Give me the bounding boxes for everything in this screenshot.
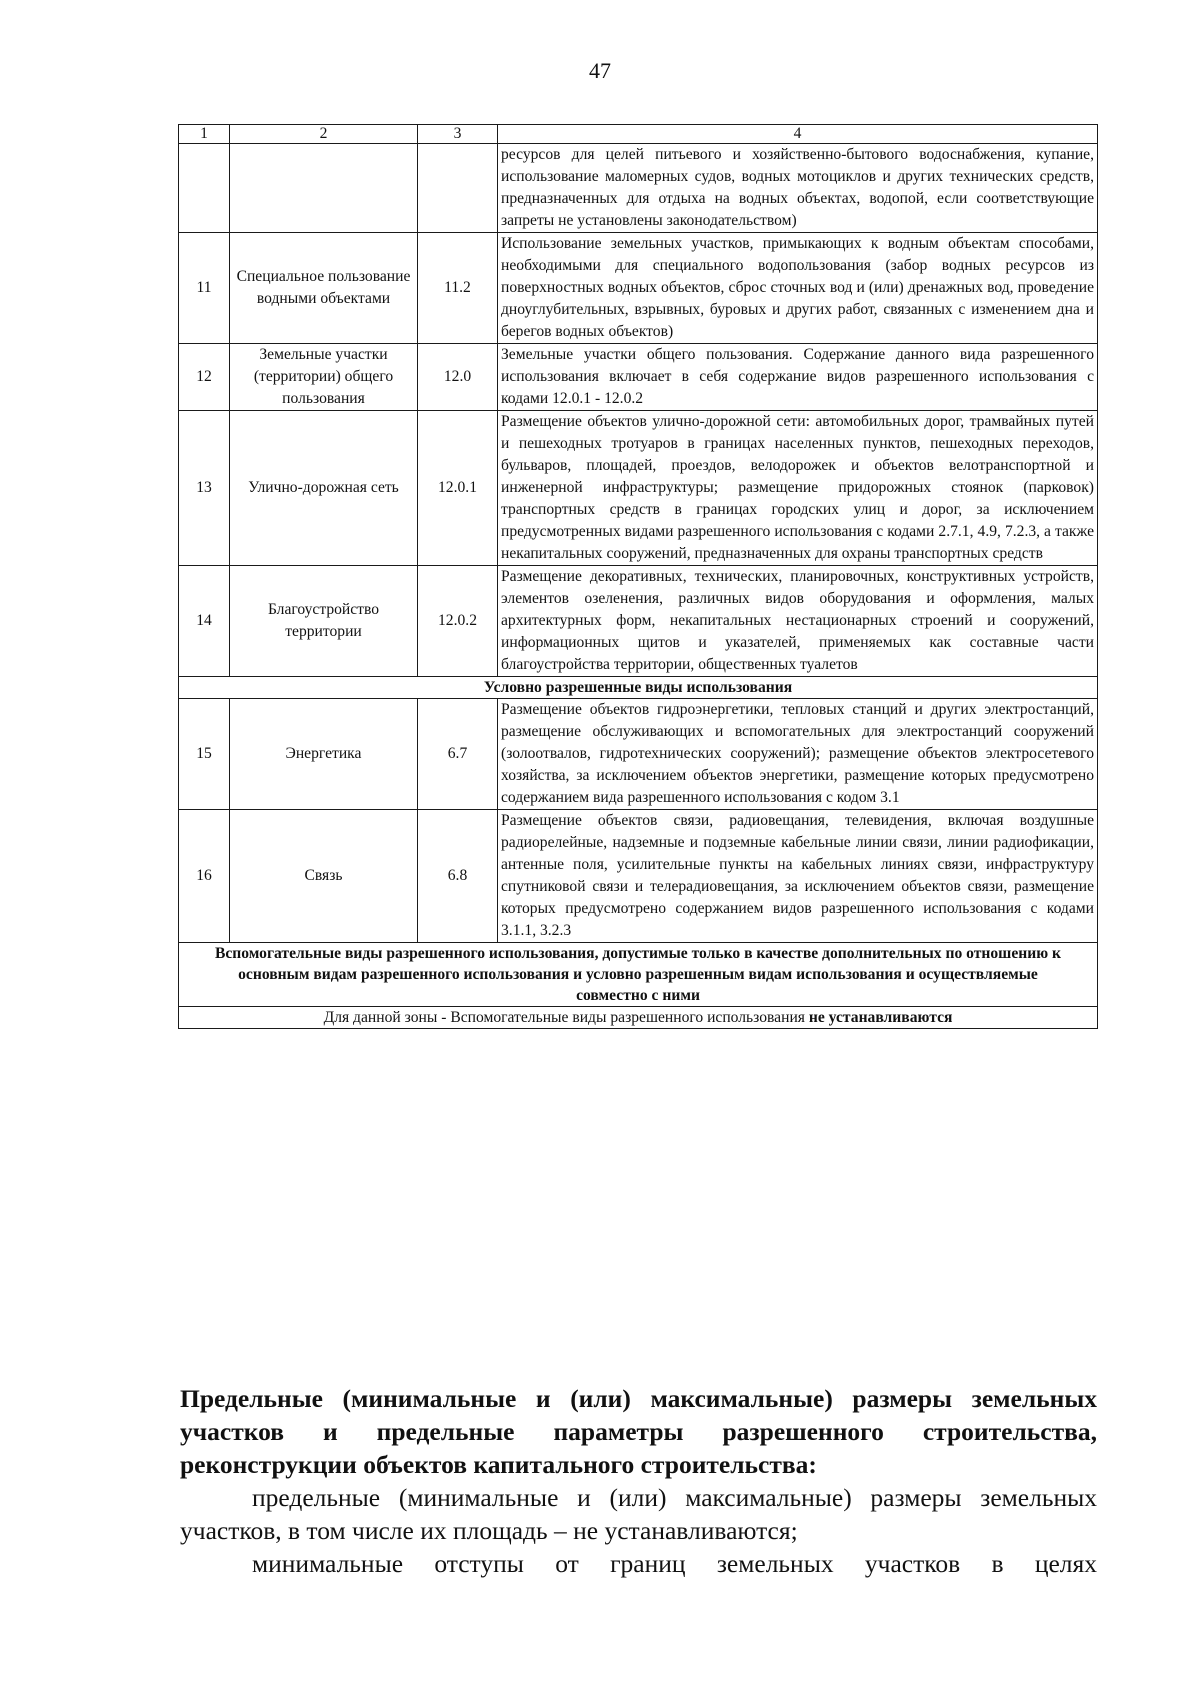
row-description: Земельные участки общего пользования. Содержание данного вида разрешенного использования включает в себя содержание видов разрешенного использования с кодами 12.0.1 - 12.0.2: [498, 344, 1098, 411]
table-row: [179, 144, 1098, 233]
row-number: 16: [179, 810, 230, 943]
row-description: Размещение объектов гидроэнергетики, тепловых станций и других электростанций, размещение обслуживающих и вспомогательных для электростанций сооружений (золоотвалов, гидротехнических сооружений); размещение объектов электросетевого хозяйства, за исключением объектов энергетики, размещение которых предусмотрено содержанием вида разрешенного использования с кодом 3.1: [498, 699, 1098, 810]
table-row: [179, 699, 1098, 810]
row-description: ресурсов для целей питьевого и хозяйственно-бытового водоснабжения, купание, использование маломерных судов, водных мотоциклов и других технических средств, предназначенных для отдыха на водных объектах, водопой, если соответствующие запреты не установлены законодательством): [498, 144, 1098, 233]
table-row: [179, 233, 1098, 344]
row-code: 6.8: [418, 810, 498, 943]
row-number: 11: [179, 233, 230, 344]
row-code: 6.7: [418, 699, 498, 810]
row-description: Размещение объектов улично-дорожной сети: автомобильных дорог, трамвайных путей и пешеходных тротуаров в границах населенных пунктов, пешеходных переходов, бульваров, площадей, проездов, велодорожек и объектов велотранспортной и инженерной инфраструктуры; размещение придорожных стоянок (парковок) транспортных средств в границах городских улиц и дорог, за исключением предусмотренных видами разрешенного использования с кодами 2.7.1, 4.9, 7.2.3, а также некапитальных сооружений, предназначенных для охраны транспортных средств: [498, 411, 1098, 566]
paragraph: минимальные отступы от границ земельных участков в целях: [252, 1549, 1097, 1578]
row-description: Использование земельных участков, примыкающих к водным объектам способами, необходимыми для специального водопользования (забор водных ресурсов из поверхностных водных объектов, сброс сточных вод и (или) дренажных вод, проведение дноуглубительных, взрывных, буровых и других работ, связанных с изменением дна и берегов водных объектов): [498, 233, 1098, 344]
auxiliary-note: [179, 1007, 1098, 1029]
row-number: 14: [179, 566, 230, 677]
column-header: 4: [498, 125, 1098, 144]
section-row: [179, 943, 1098, 1007]
row-name: Энергетика: [230, 699, 418, 810]
section-heading: Предельные (минимальные и (или) максимальные) размеры земельных участков и предельные параметры разрешенного строительства, реконструкции объектов капитального строительства:: [180, 1384, 1097, 1479]
column-header: 2: [230, 125, 418, 144]
column-header: 3: [418, 125, 498, 144]
row-description: Размещение объектов связи, радиовещания, телевидения, включая воздушные радиорелейные, надземные и подземные кабельные линии связи, линии радиофикации, антенные поля, усилительные пункты на кабельных линиях связи, инфраструктуру спутниковой связи и телерадиовещания, за исключением объектов связи, размещение которых предусмотрено содержанием видов разрешенного использования с кодами 3.1.1, 3.2.3: [498, 810, 1098, 943]
row-name: Благоустройство территории: [230, 566, 418, 677]
row-name: Улично-дорожная сеть: [230, 411, 418, 566]
table-row: [179, 344, 1098, 411]
row-code-cell: [418, 144, 498, 233]
column-header: 1: [179, 125, 230, 144]
row-code: 12.0: [418, 344, 498, 411]
row-code: 12.0.2: [418, 566, 498, 677]
land-use-table: [178, 124, 1098, 1029]
section-auxiliary-heading: Вспомогательные виды разрешенного использования, допустимые только в качестве дополнительных по отношению к основным видам разрешенного использования и условно разрешенным видам использования и осуществляемые совместно с ними: [179, 943, 1098, 1007]
row-number: 15: [179, 699, 230, 810]
row-description: Размещение декоративных, технических, планировочных, конструктивных устройств, элементов озеленения, различных видов оборудования и оформления, малых архитектурных форм, некапитальных нестационарных строений и сооружений, информационных щитов и указателей, применяемых как составные части благоустройства территории, общественных туалетов: [498, 566, 1098, 677]
table-header-row: [179, 125, 1098, 144]
table-row: [179, 566, 1098, 677]
page-number: 47: [589, 58, 611, 83]
row-code: 11.2: [418, 233, 498, 344]
paragraph: предельные (минимальные и (или) максимальные) размеры земельных участков, в том числе их площадь – не устанавливаются;: [180, 1483, 1097, 1545]
row-name: Специальное пользование водными объектами: [230, 233, 418, 344]
row-number-cell: [179, 144, 230, 233]
note-text: Для данной зоны - Вспомогательные виды разрешенного использования: [323, 1009, 805, 1026]
row-name: Земельные участки (территории) общего пользования: [230, 344, 418, 411]
section-row: [179, 677, 1098, 699]
row-number: 13: [179, 411, 230, 566]
note-emphasis: не устанавливаются: [808, 1009, 953, 1026]
row-name-cell: [230, 144, 418, 233]
table-row: [179, 810, 1098, 943]
section-conditional-heading: Условно разрешенные виды использования: [179, 677, 1098, 699]
row-number: 12: [179, 344, 230, 411]
row-code: 12.0.1: [418, 411, 498, 566]
table-row: [179, 411, 1098, 566]
row-name: Связь: [230, 810, 418, 943]
note-row: [179, 1007, 1098, 1029]
